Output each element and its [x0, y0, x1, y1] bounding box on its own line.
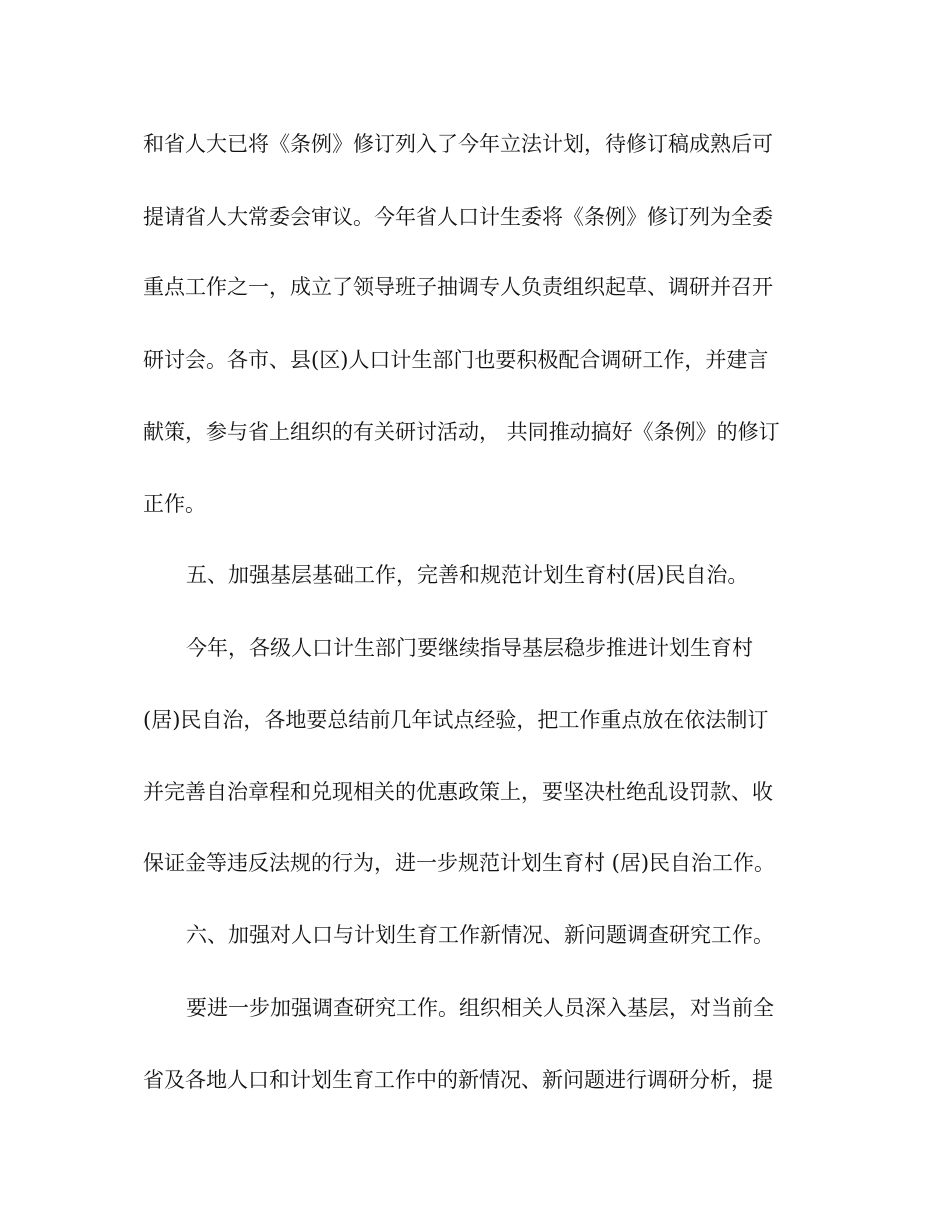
- text-line: 研讨会。各市、县(区)人口计生部门也要积极配合调研工作，并建言: [143, 348, 769, 372]
- text-line: 提请省人大常委会审议。今年省人口计生委将《条例》修订列为全委: [143, 205, 773, 229]
- text-line: (居)民自治，各地要总结前几年试点经验，把工作重点放在依法制订: [143, 708, 769, 732]
- section-heading: 五、加强基层基础工作，完善和规范计划生育村(居)民自治。: [186, 563, 749, 587]
- text-line: 并完善自治章程和兑现相关的优惠政策上，要坚决杜绝乱设罚款、收: [143, 780, 773, 804]
- text-line: 正作。: [143, 492, 206, 516]
- text-line: 重点工作之一，成立了领导班子抽调专人负责组织起草、调研并召开: [143, 275, 773, 299]
- text-line: 保证金等违反法规的行为，进一步规范计划生育村 (居)民自治工作。: [143, 851, 776, 875]
- text-line: 和省人大已将《条例》修订列入了今年立法计划，待修订稿成熟后可: [143, 132, 773, 156]
- text-line: 献策，参与省上组织的有关研讨活动， 共同推动搞好《条例》的修订: [143, 420, 780, 444]
- text-line: 省及各地人口和计划生育工作中的新情况、新问题进行调研分析，提: [143, 1068, 773, 1092]
- section-heading: 六、加强对人口与计划生育工作新情况、新问题调查研究工作。: [186, 923, 774, 947]
- text-line: 今年，各级人口计生部门要继续指导基层稳步推进计划生育村: [186, 636, 753, 660]
- text-line: 要进一步加强调查研究工作。组织相关人员深入基层，对当前全: [186, 996, 774, 1020]
